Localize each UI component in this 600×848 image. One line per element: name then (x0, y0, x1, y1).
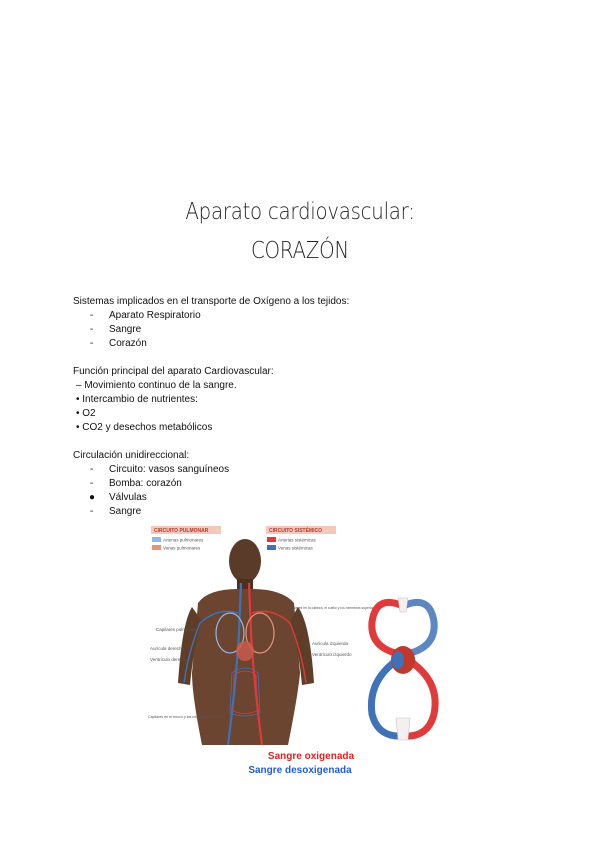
bullet-dash: - (90, 310, 94, 321)
list-item: Circuito: vasos sanguíneos (109, 464, 230, 475)
systemic-legend-title: CIRCUITO SISTÉMICO (269, 528, 322, 534)
list-item: • O2 (76, 408, 96, 419)
section3-heading: Circulación unidireccional: (73, 450, 190, 461)
bullet-dash: - (90, 338, 94, 349)
pulmonary-legend (151, 526, 221, 551)
list-item: – Movimiento continuo de la sangre. (76, 380, 237, 391)
page-title-line1: Aparato cardiovascular: (185, 199, 415, 225)
label-auricula-izq: Aurícula izquierda (312, 641, 349, 646)
pulmonary-veins-label: Venas pulmonares (163, 545, 201, 551)
label-ventriculo-der: Ventrículo derecho (150, 657, 188, 662)
list-item: • Intercambio de nutrientes: (76, 394, 198, 405)
section1-heading: Sistemas implicados en el transporte de Oxígeno a los tejidos: (73, 296, 350, 307)
list-item: • CO2 y desechos metabólicos (76, 422, 213, 433)
bullet-dash: - (90, 478, 94, 489)
list-item: Sangre (109, 506, 142, 517)
section2-heading: Función principal del aparato Cardiovascular: (73, 366, 274, 377)
label-capilares-tronco: Capilares en el tronco y los miembros inferiores (148, 715, 224, 719)
pulmonary-arteries-label: Arterias pulmonares (163, 537, 204, 543)
double-circulation-diagram (358, 594, 448, 744)
list-item: Corazón (109, 338, 147, 349)
list-item: Aparato Respiratorio (109, 310, 201, 321)
label-capilares-pulmon: Capilares pulmonares (156, 627, 200, 632)
list-item: Sangre (109, 324, 142, 335)
pulmonary-legend-title: CIRCUITO PULMONAR (154, 528, 209, 534)
systemic-veins-label: Venas sistémicas (278, 545, 313, 551)
label-ventriculo-izq: Ventrículo izquierdo (312, 652, 352, 657)
label-auricula-der: Aurícula derecha (150, 646, 185, 651)
circulation-body-figure (148, 523, 378, 745)
systemic-legend (266, 526, 336, 551)
bullet-dash: - (90, 506, 94, 517)
legend-oxygenated: Sangre oxigenada (267, 751, 355, 762)
systemic-arteries-label: Arterias sistémicas (278, 537, 316, 543)
list-item: Bomba: corazón (109, 478, 182, 489)
bullet-dot: ● (89, 492, 96, 503)
bullet-dash: - (90, 324, 94, 335)
list-item: Válvulas (109, 492, 147, 503)
legend-deoxygenated: Sangre desoxigenada (248, 765, 352, 776)
label-capilares-cabeza: Capilares en la cabeza, el cuello y los miembros superiores (288, 606, 378, 610)
bullet-dash: - (90, 464, 94, 475)
page-title-line2: CORAZÓN (251, 238, 349, 264)
